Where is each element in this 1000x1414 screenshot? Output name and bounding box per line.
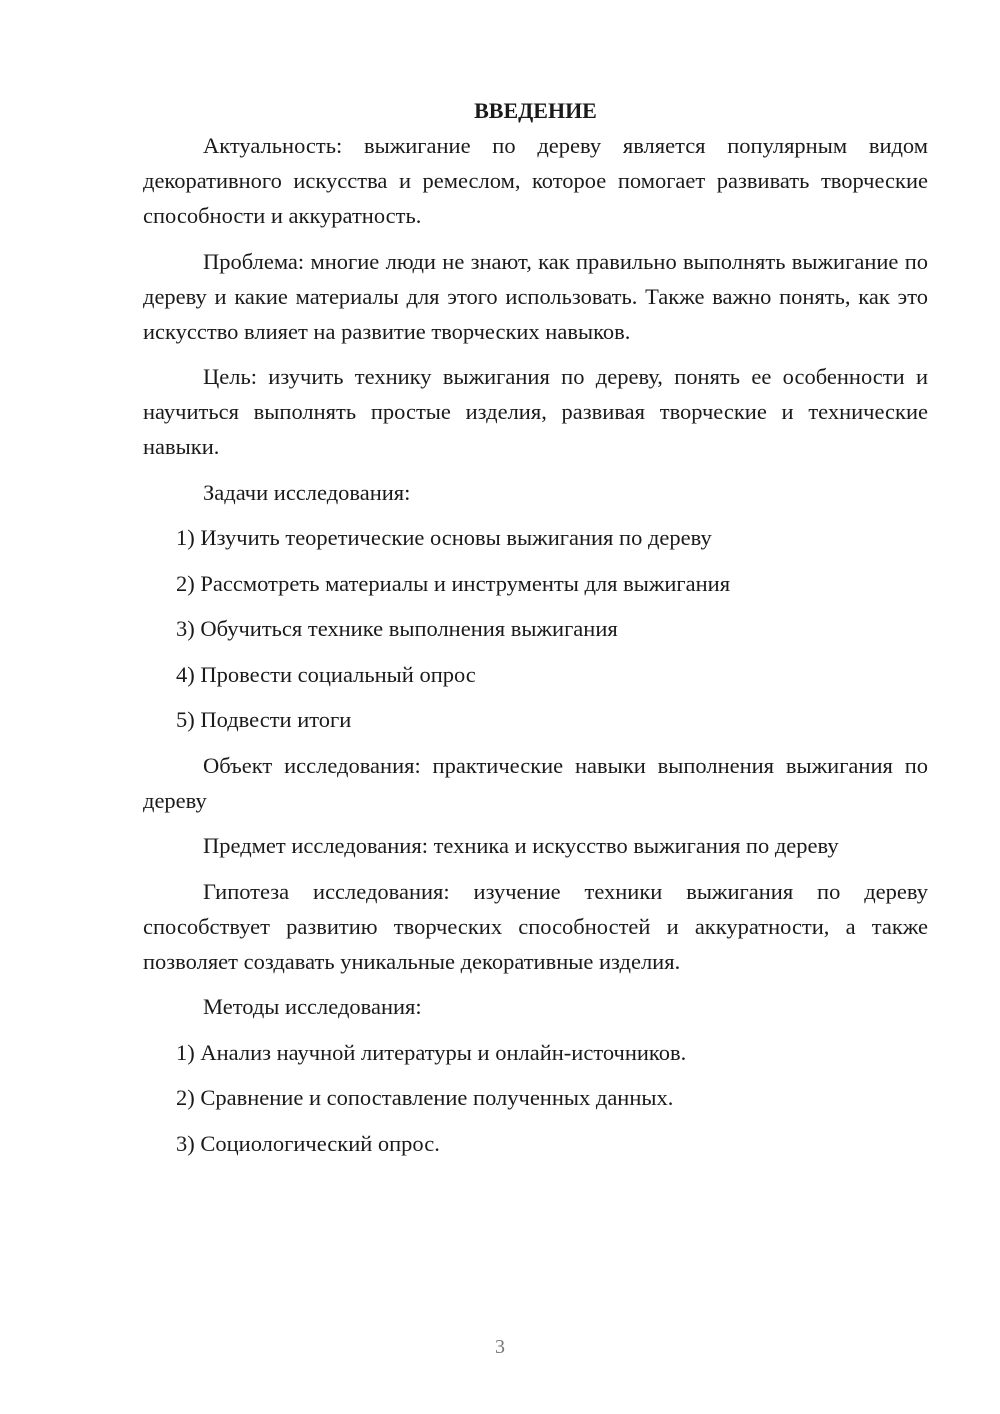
methods-heading: Методы исследования:	[203, 994, 422, 1019]
task-item: 2) Рассмотреть материалы и инструменты для выжигания	[176, 570, 731, 596]
task-item: 1) Изучить теоретические основы выжигания по дереву	[176, 525, 712, 550]
section-title: ВВЕДЕНИЕ	[474, 98, 597, 123]
method-item: 3) Социологический опрос.	[176, 1130, 440, 1156]
subject-paragraph: Предмет исследования: техника и искусство выжигания по дереву	[203, 833, 839, 858]
problem-paragraph: Проблема: многие люди не знают, как правильно выполнять выжигание по дереву и какие материалы для этого использовать. Также важно понять, как это искусство влияет на развитие творческих навыков.	[143, 248, 928, 344]
task-item: 4) Провести социальный опрос	[176, 661, 476, 687]
task-item: 3) Обучиться технике выполнения выжигания	[176, 616, 618, 641]
relevance-paragraph: Актуальность: выжигание по дереву является популярным видом декоративного искусства и ремеслом, которое помогает развивать творческие способности и аккуратность.	[143, 133, 928, 228]
object-paragraph: Объект исследования: практические навыки выполнения выжигания по дереву	[143, 752, 928, 813]
page-number: 3	[495, 1336, 505, 1358]
method-item: 2) Сравнение и сопоставление полученных данных.	[176, 1085, 674, 1110]
tasks-heading: Задачи исследования:	[203, 479, 411, 505]
method-item: 1) Анализ научной литературы и онлайн-источников.	[176, 1039, 687, 1065]
goal-paragraph: Цель: изучить технику выжигания по дереву, понять ее особенности и научиться выполнять простые изделия, развивая творческие и технические навыки.	[143, 364, 928, 459]
task-item: 5) Подвести итоги	[176, 707, 352, 732]
document-page	[143, 93, 928, 1171]
hypothesis-paragraph: Гипотеза исследования: изучение техники выжигания по дереву способствует развитию творческих способностей и аккуратности, а также позволяет создавать уникальные декоративные изделия.	[143, 878, 928, 974]
